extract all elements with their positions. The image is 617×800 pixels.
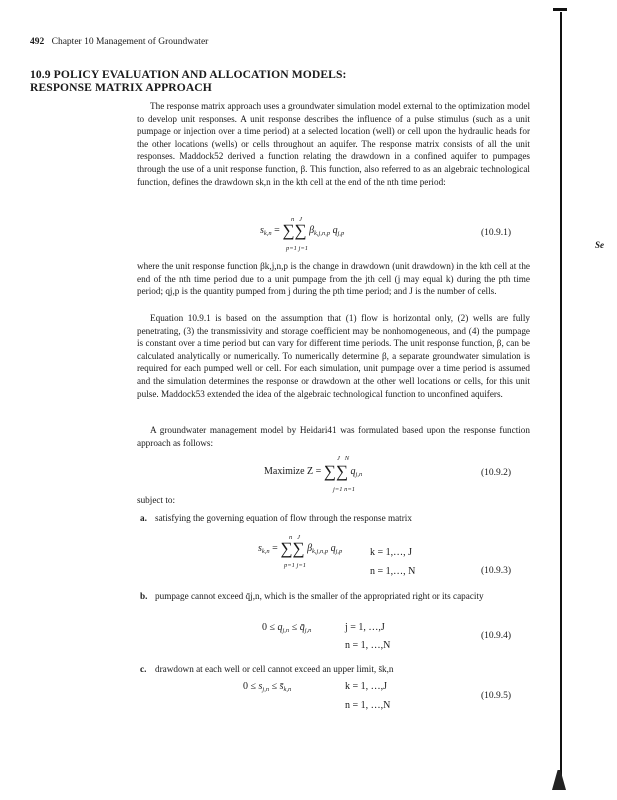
page-number: 492 — [30, 37, 45, 47]
constraint-c-text: drawdown at each well or cell cannot exceed an upper limit, s̄k,n — [155, 664, 394, 674]
equation-number-3: (10.9.3) — [481, 566, 512, 576]
k-range-3: k = 1,…, J — [370, 547, 413, 558]
equation-10-9-3: $s_{k,n}$ = ∑∑ $\beta_{k,j,n,p}$ $q_{j,p}$ — [258, 539, 343, 558]
running-header — [30, 37, 208, 47]
constraint-b — [140, 590, 535, 603]
constraint-a — [140, 512, 535, 525]
constraint-a-label: a. — [140, 513, 147, 523]
equation-number-1: (10.9.1) — [481, 228, 512, 238]
equation-10-9-5: $0 \le s_{j,n}$ ≤ $s̄_{k,n}$ — [243, 681, 292, 693]
equation-10-9-1: $s_{k,n}$ = ∑∑ $\beta_{k,j,n,p}$ $q_{j,p}$ — [260, 221, 345, 240]
page-spine-line — [560, 12, 562, 790]
equation-number-2: (10.9.2) — [481, 468, 512, 478]
constraint-b-label: b. — [140, 591, 148, 601]
subject-to-label: subject to: — [137, 495, 176, 505]
facing-page-fragment: Se — [595, 240, 604, 250]
n-range-3: n = 1,…, N — [370, 566, 416, 577]
chapter-title: Chapter 10 Management of Groundwater — [51, 37, 209, 47]
equation-number-5: (10.9.5) — [481, 691, 512, 701]
equation-number-4: (10.9.4) — [481, 631, 512, 641]
n-range-4: n = 1, …,N — [345, 640, 391, 651]
constraint-b-text: pumpage cannot exceed q̄j,n, which is the smaller of the appropriated right or its capacity — [155, 591, 484, 601]
section-heading-line1: 10.9 POLICY EVALUATION AND ALLOCATION MODELS: — [30, 68, 347, 81]
equation-10-9-2: Maximize Z = ∑∑ $q_{j,n}$ — [264, 462, 363, 481]
section-heading-line2: RESPONSE MATRIX APPROACH — [30, 81, 212, 94]
n-range-5: n = 1, …,N — [345, 700, 391, 711]
k-range-5: k = 1, …,J — [345, 681, 388, 692]
paragraph-1: The response matrix approach uses a groundwater simulation model external to the optimization model to develop unit responses. A unit response describes the influence of a pulse stimulus (such as a unit pumpage or injection over a time period) at a selected location (well) or cell upon the hydraulic heads for the other locations (wells) or cells throughout an aquifer. The response matrix consists of all the unit responses. Maddock52 derived a function relating the drawdown in a confined aquifer to pumpages through the use of a unit response function, β. This function, also referred to as an algebraic technological function, defines the drawdown sk,n in the kth cell at the end of the nth time period: — [137, 101, 530, 187]
paragraph-2: where the unit response function βk,j,n,p is the change in drawdown (unit drawdown) in the kth cell at the end of the nth time period due to a unit pumpage from the jth cell (j may equal k) during the pth time period; qj,p is the quantity pumped from j during the pth time period; and J is the number of cells. — [137, 261, 530, 297]
equation-10-9-4: $0 \le q_{j,n}$ ≤ $q̄_{j,n}$ — [262, 622, 312, 634]
paragraph-4: A groundwater management model by Heidari41 was formulated based upon the response function approach as follows: — [137, 425, 530, 448]
constraint-c — [140, 663, 535, 676]
constraint-c-label: c. — [140, 664, 147, 674]
constraint-a-text: satisfying the governing equation of flow through the response matrix — [155, 513, 412, 523]
j-range-4: j = 1, …,J — [345, 622, 385, 633]
spine-foot — [552, 770, 566, 790]
section-heading — [30, 68, 500, 94]
paragraph-3: Equation 10.9.1 is based on the assumption that (1) flow is horizontal only, (2) wells are fully penetrating, (3) the transmissivity and storage coefficient may be nonhomogeneous, and (4) the pumpage is constant over a time period but can vary for different time periods. The unit response function, β, can be calculated analytically or numerically. To numerically determine β, a separate groundwater simulation is required for each pumped well or cell. For each simulation, unit pumpage over a time period is assumed and the simulation determines the response or drawdown at the other well locations or cells, for this unit pulse. Maddock53 extended the idea of the algebraic technological function to unconfined aquifers. — [137, 313, 530, 399]
